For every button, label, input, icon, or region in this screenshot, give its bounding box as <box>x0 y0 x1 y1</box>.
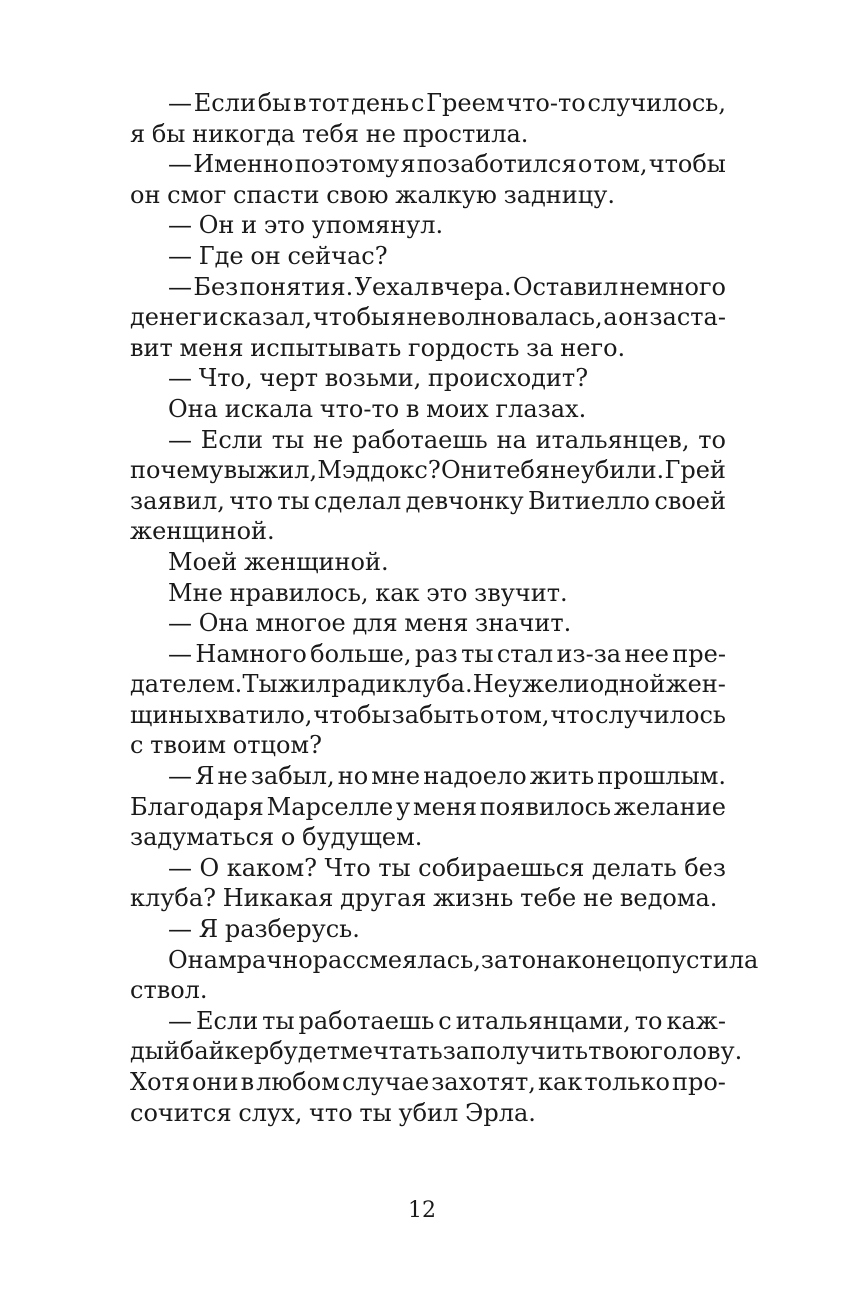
text-line: дателем. Ты жил ради клуба. Неужели одной жен- <box>130 670 726 699</box>
text-line: он смог спасти свою жалкую задницу. <box>130 180 615 209</box>
text-line: ствол. <box>130 976 208 1005</box>
text-line: Моей женщиной. <box>168 547 389 576</box>
text-line: вит меня испытывать гордость за него. <box>130 333 626 362</box>
text-line: щины хватило, чтобы забыть о том, что случилось <box>130 700 726 729</box>
text-line: — Она многое для меня значит. <box>168 609 572 638</box>
text-line: — Что, черт возьми, происходит? <box>168 364 589 393</box>
text-line: клуба? Никакая другая жизнь тебе не ведома. <box>130 884 718 913</box>
text-line: я бы никогда тебя не простила. <box>130 119 529 148</box>
page-number: 12 <box>408 1198 436 1223</box>
text-line: — Я не забыл, но мне надоело жить прошлым. <box>168 762 726 791</box>
text-line: дый байкер будет мечтать заполучить твою голову. <box>130 1037 743 1066</box>
text-line: денег и сказал, чтобы я не волновалась, а он заста- <box>130 303 726 332</box>
book-page-text <box>130 88 759 1128</box>
text-line: почему выжил, Мэддокс? Они тебя не убили. Грей <box>130 456 726 485</box>
text-line: Она мрачно рассмеялась, зато наконец опустила <box>168 945 759 974</box>
text-line: с твоим отцом? <box>130 731 322 760</box>
text-line: — Без понятия. Уехал вчера. Оставил немного <box>168 272 726 301</box>
text-line: женщиной. <box>130 517 275 546</box>
text-line: сочится слух, что ты убил Эрла. <box>130 1098 536 1127</box>
text-line: — Он и это упомянул. <box>168 211 444 240</box>
text-line: Хотя они в любом случае захотят, как только про- <box>130 1068 726 1096</box>
text-line: — Если ты не работаешь на итальянцев, то <box>168 425 726 454</box>
text-line: — Я разберусь. <box>168 915 360 944</box>
text-line: Благодаря Марселле у меня появилось желание <box>130 792 726 821</box>
text-line: заявил, что ты сделал девчонку Витиелло своей <box>130 486 726 515</box>
text-line: задуматься о будущем. <box>130 823 423 852</box>
text-line: — Если ты работаешь с итальянцами, то каж- <box>168 1006 726 1035</box>
text-line: — Если бы в тот день с Греем что-то случилось, <box>168 89 726 117</box>
text-line: Она искала что-то в моих глазах. <box>168 394 587 423</box>
text-line: Мне нравилось, как это звучит. <box>168 578 568 607</box>
text-line: — О каком? Что ты собираешься делать без <box>168 853 726 882</box>
text-line: — Намного больше, раз ты стал из-за нее пре- <box>168 639 726 668</box>
text-line: — Где он сейчас? <box>168 241 388 270</box>
text-line: — Именно поэтому я позаботился о том, чтобы <box>168 150 726 179</box>
